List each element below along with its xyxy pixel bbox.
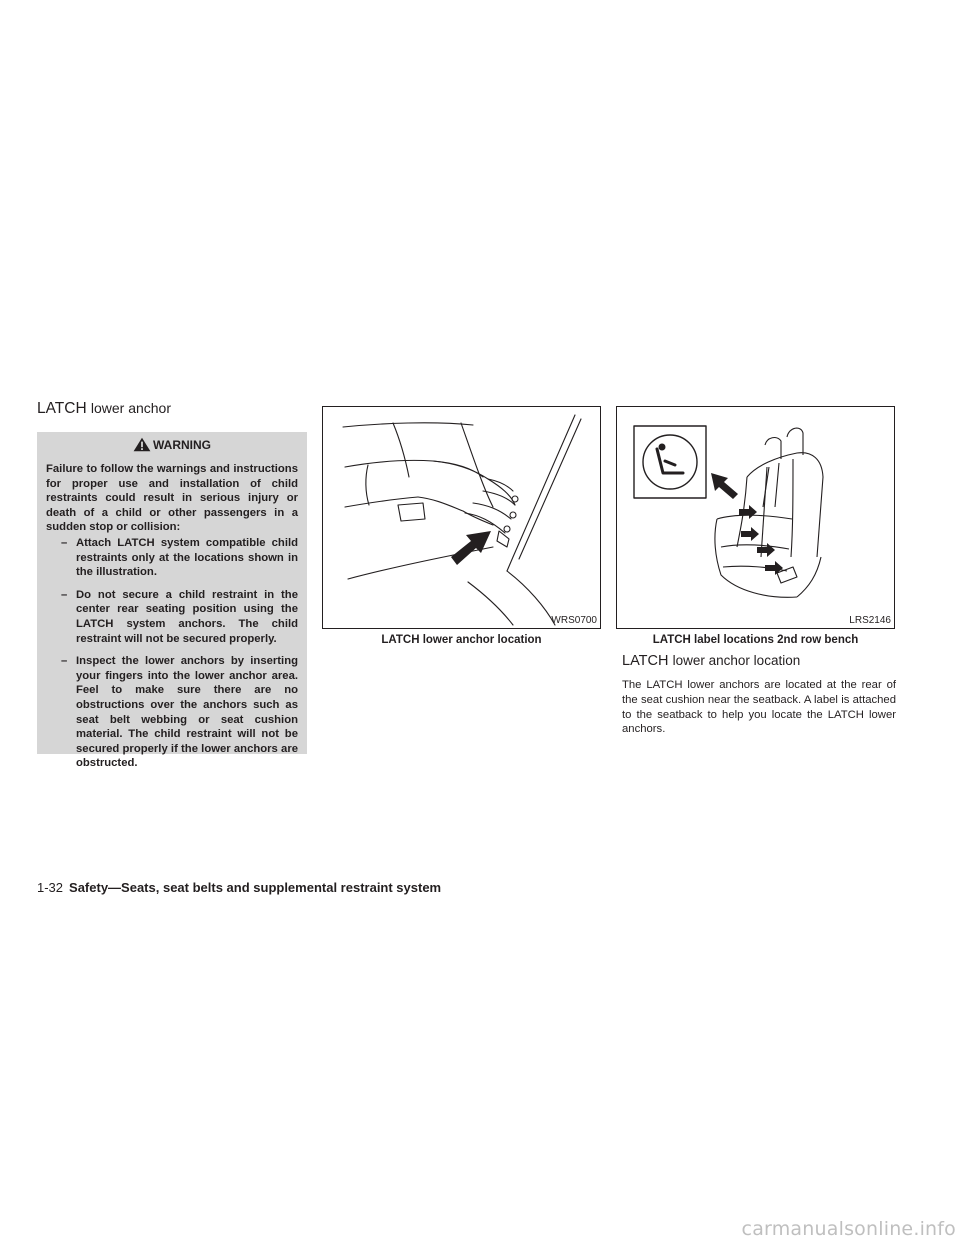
section-title-rest: lower anchor <box>90 400 171 416</box>
section-title-main: LATCH <box>37 400 87 417</box>
figure-code: LRS2146 <box>849 615 891 626</box>
warning-item-text: Do not secure a child restraint in the center rear seating position using the LATCH system anchors. The child restraint will not be secured properly. <box>76 588 298 645</box>
figure-lower-anchor-location <box>322 406 601 629</box>
subsection-title-main: LATCH <box>622 653 669 669</box>
warning-box <box>37 432 307 770</box>
chapter-title: Safety—Seats, seat belts and supplemental restraint system <box>69 880 442 895</box>
watermark: carmanualsonline.info <box>741 1218 956 1240</box>
subsection-title <box>622 652 902 670</box>
warning-intro: Failure to follow the warnings and instructions for proper use and installation of child restraints could result in serious injury or death of a child or other passengers in a sudden stop or collision: <box>46 463 298 534</box>
warning-item <box>46 536 298 580</box>
page-number: 1-32 <box>37 880 64 895</box>
warning-list <box>46 536 298 771</box>
child-seat-symbol <box>657 449 683 473</box>
warning-body <box>46 462 298 771</box>
figure-label-locations <box>616 406 895 629</box>
hand-seat-illustration <box>323 407 600 628</box>
warning-item <box>46 654 298 771</box>
page-footer <box>37 880 441 896</box>
figure-code: WRS0700 <box>551 615 597 626</box>
warning-triangle-icon <box>133 437 151 452</box>
figure-caption: LATCH label locations 2nd row bench <box>652 634 859 646</box>
warning-item-dash: – <box>61 655 68 668</box>
subsection-title-rest: lower anchor location <box>672 653 801 668</box>
subsection-body: The LATCH lower anchors are located at the rear of the seat cushion near the seatback. A label is attached to the seatback to help you locate the LATCH lower anchors. <box>622 679 896 736</box>
warning-item-text: Attach LATCH system compatible child restraints only at the locations shown in the illustration. <box>76 536 298 579</box>
warning-item-text: Inspect the lower anchors by inserting your fingers into the lower anchor area. Feel to make sure there are no obstructions over the anchors such as seat belt webbing or seat cushion material. The child restraint will not be secured properly if the lower anchors are obstructed. <box>76 655 298 770</box>
warning-item-dash: – <box>61 536 68 549</box>
section-title <box>37 399 307 418</box>
seat-label-illustration <box>617 407 894 628</box>
warning-item <box>46 588 298 646</box>
figure-caption: LATCH lower anchor location <box>381 634 542 646</box>
warning-heading-text: WARNING <box>153 438 211 452</box>
warning-item-dash: – <box>61 588 68 601</box>
warning-heading <box>37 436 307 454</box>
